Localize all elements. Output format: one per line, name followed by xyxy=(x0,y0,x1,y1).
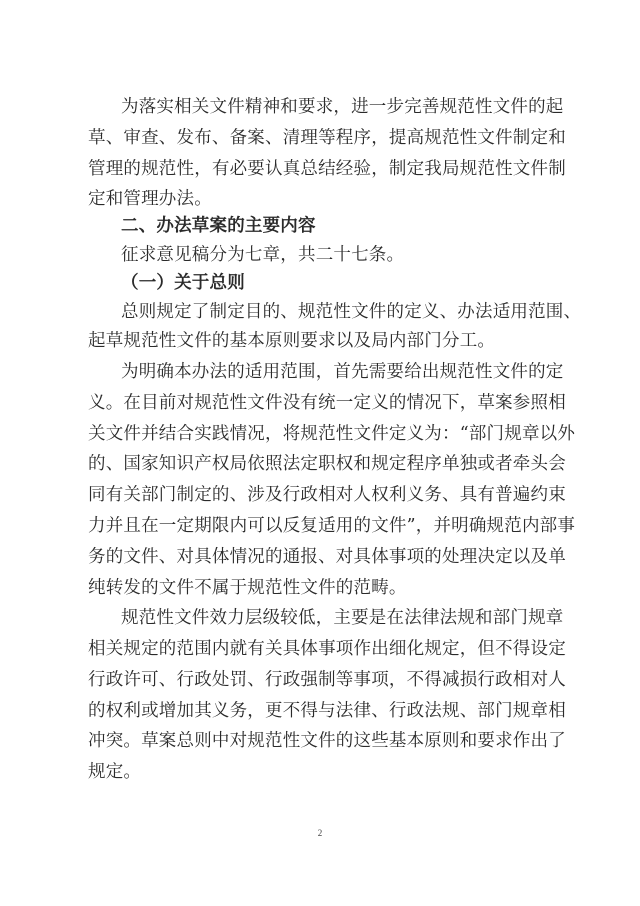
paragraph-line: 同有关部门制定的、涉及行政相对人权利义务、具有普遍约束 xyxy=(88,485,566,505)
paragraph-line: 总则规定了制定目的、规范性文件的定义、办法适用范围、 xyxy=(121,302,582,322)
paragraph-line: 行政许可、行政处罚、行政强制等事项，不得减损行政相对人 xyxy=(88,670,566,690)
paragraph-line: 关文件并结合实践情况，将规范性文件定义为：“部门规章以外 xyxy=(88,424,576,444)
paragraph-line: 草、审查、发布、备案、清理等程序，提高规范性文件制定和 xyxy=(88,128,566,148)
paragraph-line: 为明确本办法的适用范围，首先需要给出规范性文件的定 xyxy=(121,362,564,382)
paragraph-line: 相关规定的范围内就有关具体事项作出细化规定，但不得设定 xyxy=(88,639,566,659)
paragraph-line: 义。在目前对规范性文件没有统一定义的情况下，草案参照相 xyxy=(88,393,566,413)
paragraph-line: 起草规范性文件的基本原则要求以及局内部门分工。 xyxy=(88,331,496,351)
paragraph-line: 的、国家知识产权局依照法定职权和规定程序单独或者牵头会 xyxy=(88,454,566,474)
paragraph-line: 定和管理办法。 xyxy=(88,189,212,209)
paragraph-line: 为落实相关文件精神和要求，进一步完善规范性文件的起 xyxy=(121,97,564,117)
page-number: 2 xyxy=(317,828,323,838)
paragraph-line: 力并且在一定期限内可以反复适用的文件”，并明确规范内部事 xyxy=(88,516,576,536)
subsection-heading: （一）关于总则 xyxy=(121,273,245,293)
paragraph-line: 规范性文件效力层级较低，主要是在法律法规和部门规章 xyxy=(121,608,564,628)
section-heading: 二、办法草案的主要内容 xyxy=(121,216,316,236)
paragraph-line: 规定。 xyxy=(88,762,142,782)
paragraph-line: 纯转发的文件不属于规范性文件的范畴。 xyxy=(88,578,407,598)
paragraph-line: 冲突。草案总则中对规范性文件的这些基本原则和要求作出了 xyxy=(88,731,566,751)
paragraph-line: 的权利或增加其义务，更不得与法律、行政法规、部门规章相 xyxy=(88,701,566,721)
paragraph-line: 征求意见稿分为七章，共二十七条。 xyxy=(121,245,405,265)
paragraph-line: 管理的规范性，有必要认真总结经验，制定我局规范性文件制 xyxy=(88,159,566,179)
paragraph-line: 务的文件、对具体情况的通报、对具体事项的处理决定以及单 xyxy=(88,547,566,567)
